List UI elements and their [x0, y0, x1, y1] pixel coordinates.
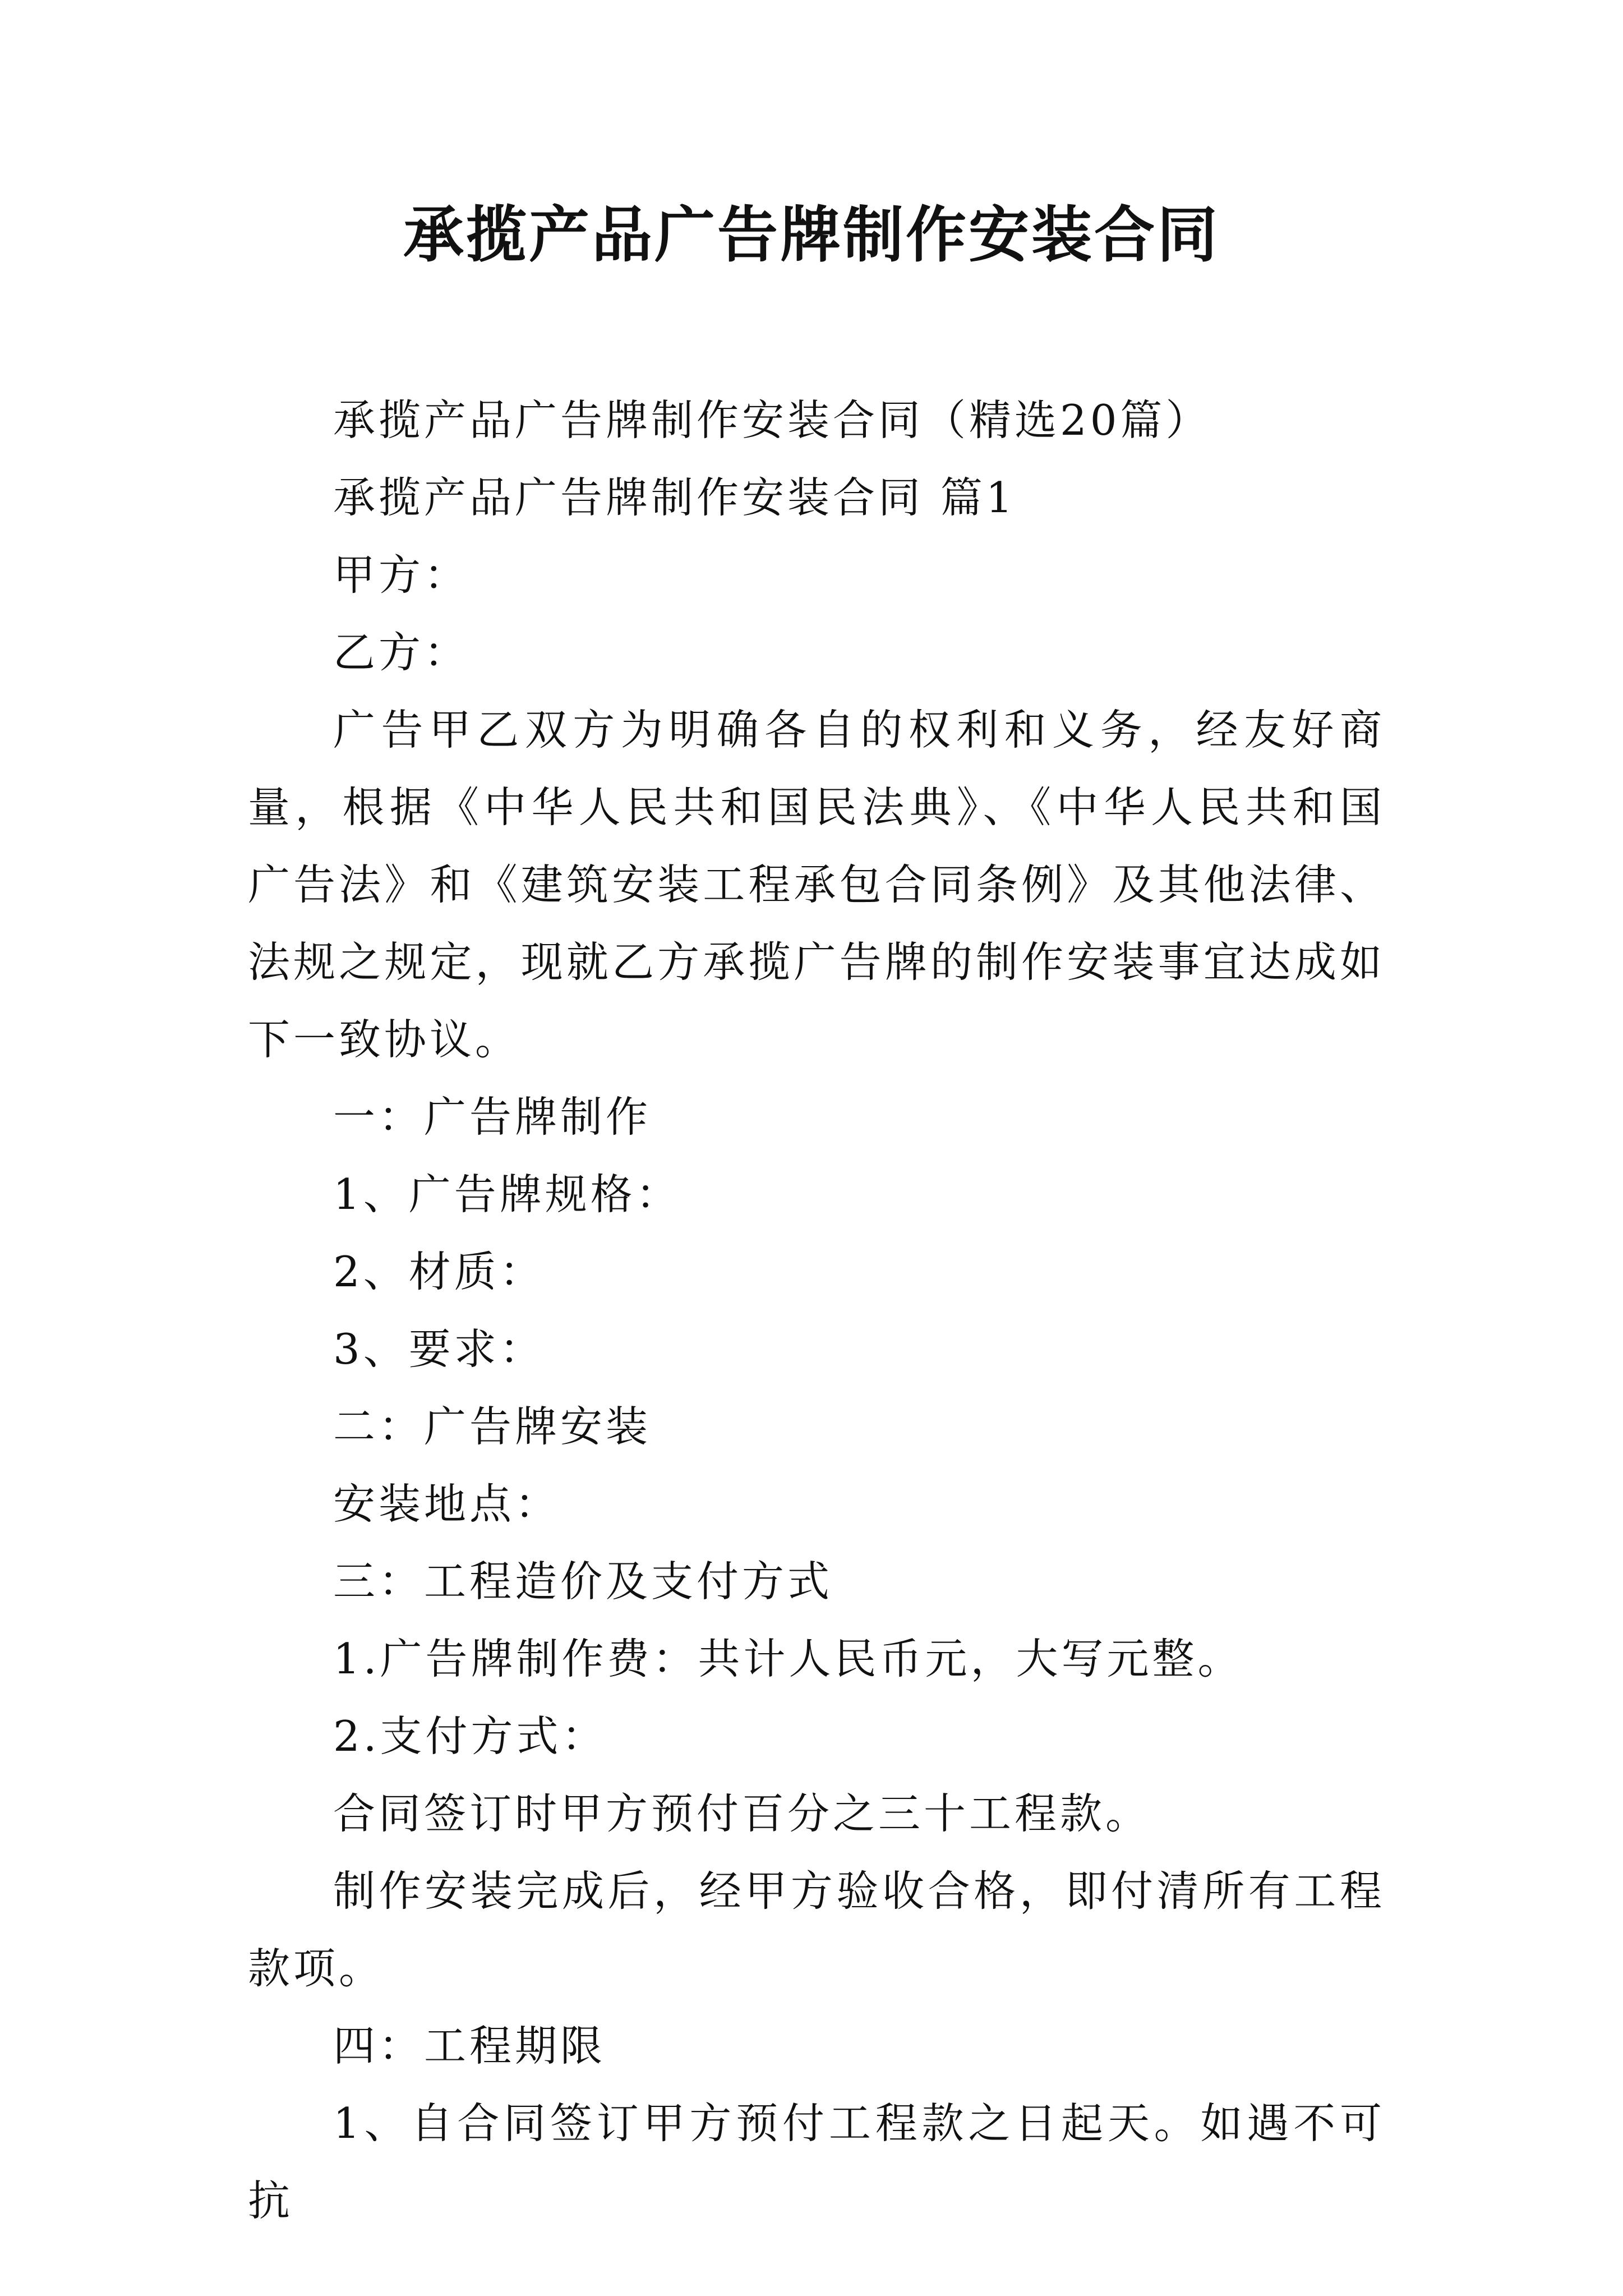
- clause-heading: 三：工程造价及支付方式: [333, 1557, 833, 1606]
- clause-item: 2、材质：: [333, 1247, 545, 1296]
- clause-item: 3、要求：: [333, 1324, 545, 1374]
- clause-heading: 二：广告牌安装: [333, 1402, 652, 1451]
- clause-item: 1、自合同签订甲方预付工程款之日起天。如遇不可抗: [248, 2099, 1385, 2225]
- party-a-line: 甲方：: [333, 550, 470, 600]
- clause-heading: 四：工程期限: [333, 2021, 606, 2070]
- clause-item: 合同签订时甲方预付百分之三十工程款。: [333, 1789, 1151, 1838]
- clause-heading: 一：广告牌制作: [333, 1092, 652, 1142]
- clause-item: 安装地点：: [333, 1479, 561, 1529]
- party-b-line: 乙方：: [333, 628, 470, 677]
- clause-item: 制作安装完成后，经甲方验收合格，即付清所有工程款项。: [248, 1866, 1385, 1993]
- document-body: [248, 381, 1385, 2239]
- preamble-paragraph: 广告甲乙双方为明确各自的权利和义务，经友好商量，根据《中华人民共和国民法典》、《中华人民共和国广告法》和《建筑安装工程承包合同条例》及其他法律、法规之规定，现就乙方承揽广告牌的制作安装事宜达成如下一致协议。: [248, 705, 1385, 1064]
- clause-item: 2.支付方式：: [333, 1711, 607, 1761]
- document-title: 承揽产品广告牌制作安装合同: [403, 200, 1220, 270]
- subtitle-line: 承揽产品广告牌制作安装合同（精选20篇）: [333, 395, 1211, 445]
- clause-item: 1、广告牌规格：: [333, 1170, 681, 1219]
- clause-item: 1.广告牌制作费：共计人民币元，大写元整。: [333, 1634, 1243, 1683]
- section-heading: 承揽产品广告牌制作安装合同 篇1: [333, 473, 1016, 522]
